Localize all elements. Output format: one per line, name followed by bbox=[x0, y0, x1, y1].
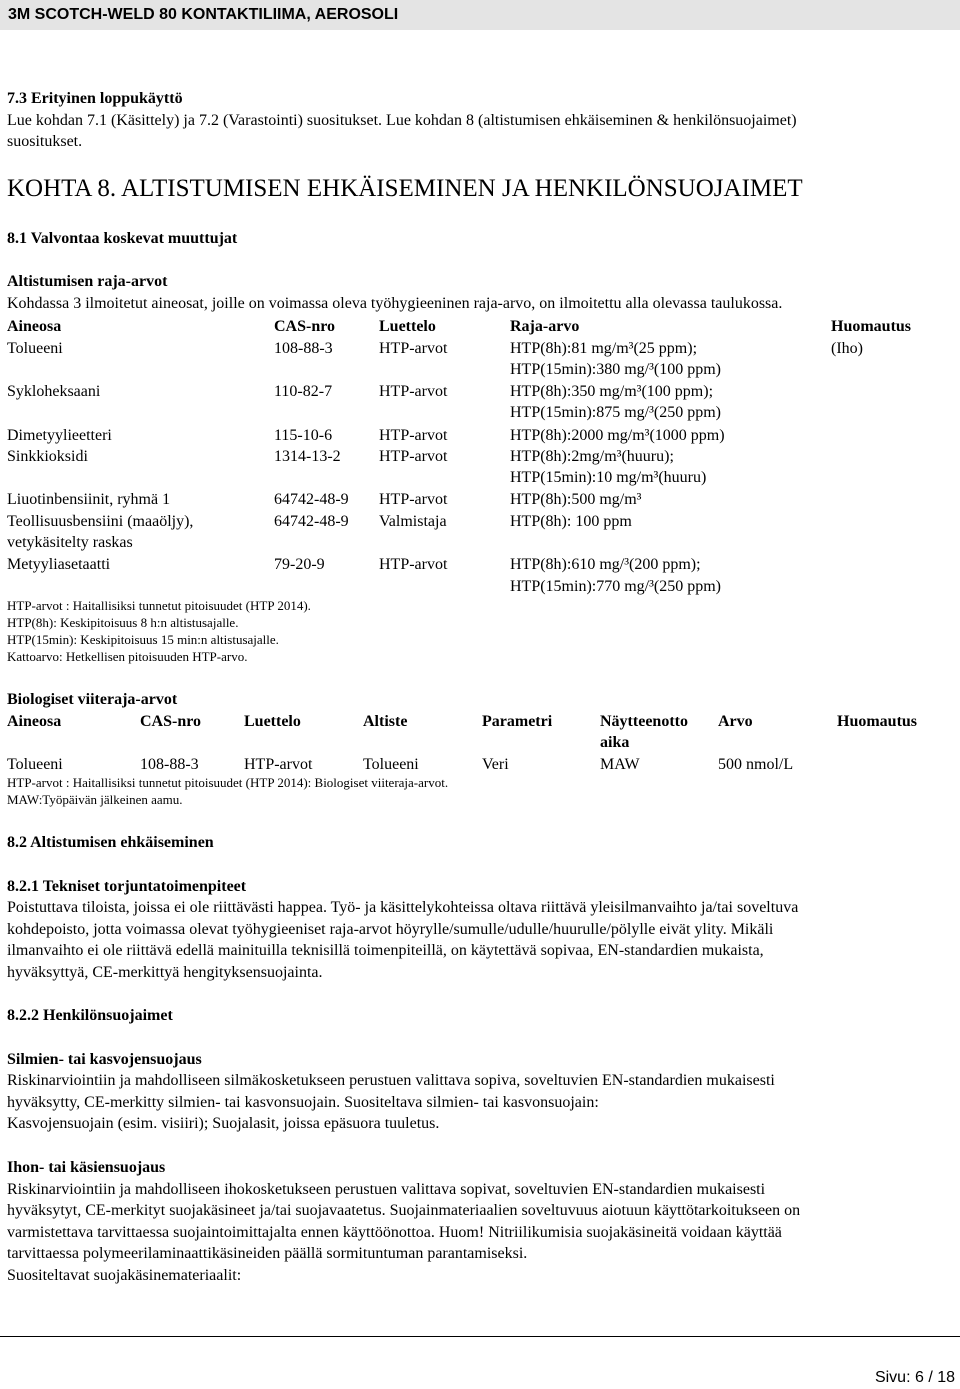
paragraph-line: Riskinarviointiin ja mahdolliseen ihokosketukseen perustuen valittava sopivat, soveltuvien EN-standardien mukaisesti bbox=[7, 1181, 766, 1198]
col-header-aineosa: Aineosa bbox=[7, 318, 62, 335]
cell-aineosa: vetykäsitelty raskas bbox=[7, 534, 133, 551]
col-header-luettelo: Luettelo bbox=[379, 318, 436, 335]
table-note: HTP(8h): Keskipitoisuus 8 h:n altistusajalle. bbox=[7, 615, 239, 630]
table-note: HTP-arvot : Haitallisiksi tunnetut pitoisuudet (HTP 2014): Biologiset viiteraja-arvot. bbox=[7, 775, 449, 790]
cell-altiste: Tolueeni bbox=[363, 756, 419, 773]
exposure-limits-heading: Altistumisen raja-arvot bbox=[7, 273, 168, 290]
footer-divider bbox=[0, 1336, 960, 1337]
paragraph-line: ilmanvaihto ei ole riittävä edellä mainituilla teknisillä toimenpiteillä, on käytettävä sopivaa, EN-standardien mukaista, bbox=[7, 942, 764, 959]
cell-aineosa: Liuotinbensiinit, ryhmä 1 bbox=[7, 491, 171, 508]
cell-luettelo: HTP-arvot bbox=[379, 427, 448, 444]
cell-luettelo: HTP-arvot bbox=[379, 340, 448, 357]
col-header-altiste: Altiste bbox=[363, 713, 408, 730]
cell-cas: 108-88-3 bbox=[140, 756, 199, 773]
col-header-naytteenotto-aika: aika bbox=[600, 734, 630, 751]
paragraph-line: tarvittaessa polymeerilaminaattikäsineiden päällä sormituntuman parantamiseksi. bbox=[7, 1245, 528, 1262]
cell-cas: 64742-48-9 bbox=[274, 513, 349, 530]
cell-raja-arvo: HTP(15min):770 mg/³(250 ppm) bbox=[510, 578, 722, 595]
cell-parametri: Veri bbox=[482, 756, 509, 773]
cell-huomautus: (Iho) bbox=[831, 340, 863, 357]
cell-luettelo: Valmistaja bbox=[379, 513, 447, 530]
section-8-2-2-heading: 8.2.2 Henkilönsuojaimet bbox=[7, 1007, 173, 1024]
cell-raja-arvo: HTP(8h):500 mg/m³ bbox=[510, 491, 642, 508]
table-note: Kattoarvo: Hetkellisen pitoisuuden HTP-arvo. bbox=[7, 649, 248, 664]
paragraph-line: Riskinarviointiin ja mahdolliseen silmäkosketukseen perustuen valittava sopiva, soveltuvien EN-standardien mukaisesti bbox=[7, 1072, 775, 1089]
cell-cas: 108-88-3 bbox=[274, 340, 333, 357]
page-number: Sivu: 6 / 18 bbox=[874, 1369, 955, 1386]
section-8-title: KOHTA 8. ALTISTUMISEN EHKÄISEMINEN JA HENKILÖNSUOJAIMET bbox=[7, 175, 803, 202]
col-header-naytteenotto: Näytteenotto bbox=[600, 713, 688, 730]
section-8-2-1-heading: 8.2.1 Tekniset torjuntatoimenpiteet bbox=[7, 878, 247, 895]
cell-raja-arvo: HTP(8h): 100 ppm bbox=[510, 513, 632, 530]
document-header bbox=[0, 0, 960, 30]
col-header-cas: CAS-nro bbox=[274, 318, 336, 335]
paragraph-line: Suositeltavat suojakäsinemateriaalit: bbox=[7, 1267, 242, 1284]
paragraph-line: hyväksyttyä, CE-merkittyä hengityksensuojainta. bbox=[7, 964, 323, 981]
col-header-parametri: Parametri bbox=[482, 713, 553, 730]
paragraph-line: hyväksytyt, CE-merkityt suojakäsineet ja/tai suojavaatetus. Suojainmateriaalien soveltuvuus aiotuun käyttötarkoitukseen on bbox=[7, 1202, 801, 1219]
paragraph-line: Poistuttava tiloista, joissa ei ole riittävästi happea. Työ- ja käsittelykohteissa oltava riittävä yleisilmanvaihto ja/tai soveltuva bbox=[7, 899, 799, 916]
cell-raja-arvo: HTP(8h):81 mg/m³(25 ppm); bbox=[510, 340, 698, 357]
cell-aineosa: Metyyliasetaatti bbox=[7, 556, 111, 573]
cell-cas: 1314-13-2 bbox=[274, 448, 341, 465]
bio-limits-heading: Biologiset viiteraja-arvot bbox=[7, 691, 178, 708]
paragraph-line: kohdepoisto, jotta voimassa olevat työhygieeniset raja-arvot höyrylle/sumulle/udulle/huurulle/pölylle eivät ylity. Mikäli bbox=[7, 921, 774, 938]
section-7-3-text-line: suositukset. bbox=[7, 133, 83, 150]
cell-naytteenotto: MAW bbox=[600, 756, 640, 773]
paragraph-line: hyväksytty, CE-merkitty silmien- tai kasvonsuojain. Suositeltava silmien- tai kasvonsuojain: bbox=[7, 1094, 599, 1111]
cell-raja-arvo: HTP(8h):350 mg/m³(100 ppm); bbox=[510, 383, 714, 400]
cell-raja-arvo: HTP(8h):610 mg/³(200 ppm); bbox=[510, 556, 701, 573]
col-header-aineosa: Aineosa bbox=[7, 713, 62, 730]
cell-aineosa: Tolueeni bbox=[7, 756, 63, 773]
cell-aineosa: Sinkkioksidi bbox=[7, 448, 88, 465]
cell-raja-arvo: HTP(15min):10 mg/m³(huuru) bbox=[510, 469, 707, 486]
cell-aineosa: Sykloheksaani bbox=[7, 383, 101, 400]
cell-aineosa: Dimetyylieetteri bbox=[7, 427, 112, 444]
col-header-luettelo: Luettelo bbox=[244, 713, 301, 730]
cell-aineosa: Tolueeni bbox=[7, 340, 63, 357]
cell-cas: 64742-48-9 bbox=[274, 491, 349, 508]
hand-protection-heading: Ihon- tai käsiensuojaus bbox=[7, 1159, 166, 1176]
col-header-huomautus: Huomautus bbox=[837, 713, 918, 730]
cell-raja-arvo: HTP(8h):2000 mg/m³(1000 ppm) bbox=[510, 427, 725, 444]
cell-luettelo: HTP-arvot bbox=[379, 491, 448, 508]
table-note: MAW:Työpäivän jälkeinen aamu. bbox=[7, 792, 183, 807]
section-8-2-heading: 8.2 Altistumisen ehkäiseminen bbox=[7, 834, 214, 851]
paragraph-line: Kasvojensuojain (esim. visiiri); Suojalasit, joissa epäsuora tuuletus. bbox=[7, 1115, 440, 1132]
section-7-3-text-line: Lue kohdan 7.1 (Käsittely) ja 7.2 (Varastointi) suositukset. Lue kohdan 8 (altistumisen ehkäiseminen & henkilönsuojaimet) bbox=[7, 112, 797, 129]
table-note: HTP(15min): Keskipitoisuus 15 min:n altistusajalle. bbox=[7, 632, 279, 647]
cell-luettelo: HTP-arvot bbox=[379, 448, 448, 465]
eye-protection-heading: Silmien- tai kasvojensuojaus bbox=[7, 1051, 202, 1068]
cell-aineosa: Teollisuusbensiini (maaöljy), bbox=[7, 513, 194, 530]
cell-luettelo: HTP-arvot bbox=[379, 556, 448, 573]
col-header-arvo: Arvo bbox=[718, 713, 753, 730]
col-header-huomautus: Huomautus bbox=[831, 318, 912, 335]
cell-luettelo: HTP-arvot bbox=[244, 756, 313, 773]
section-7-3-heading: 7.3 Erityinen loppukäyttö bbox=[7, 90, 183, 107]
cell-cas: 110-82-7 bbox=[274, 383, 333, 400]
exposure-limits-intro: Kohdassa 3 ilmoitetut aineosat, joille on voimassa oleva työhygieeninen raja-arvo, on ilmoitettu alla olevassa taulukossa. bbox=[7, 295, 783, 312]
section-8-1-heading: 8.1 Valvontaa koskevat muuttujat bbox=[7, 230, 238, 247]
col-header-raja-arvo: Raja-arvo bbox=[510, 318, 580, 335]
cell-raja-arvo: HTP(15min):875 mg/³(250 ppm) bbox=[510, 404, 722, 421]
cell-arvo: 500 nmol/L bbox=[718, 756, 794, 773]
document-title: 3M SCOTCH-WELD 80 KONTAKTILIIMA, AEROSOLI bbox=[8, 6, 399, 23]
cell-luettelo: HTP-arvot bbox=[379, 383, 448, 400]
col-header-cas: CAS-nro bbox=[140, 713, 202, 730]
paragraph-line: varmistettava tarvittaessa suojaintoimittajalta ennen käyttöönottoa. Huom! Nitriilikumisia suojakäsineitä voidaan käyttää bbox=[7, 1224, 782, 1241]
cell-cas: 79-20-9 bbox=[274, 556, 325, 573]
cell-cas: 115-10-6 bbox=[274, 427, 333, 444]
cell-raja-arvo: HTP(15min):380 mg/³(100 ppm) bbox=[510, 361, 722, 378]
cell-raja-arvo: HTP(8h):2mg/m³(huuru); bbox=[510, 448, 674, 465]
table-note: HTP-arvot : Haitallisiksi tunnetut pitoisuudet (HTP 2014). bbox=[7, 598, 311, 613]
